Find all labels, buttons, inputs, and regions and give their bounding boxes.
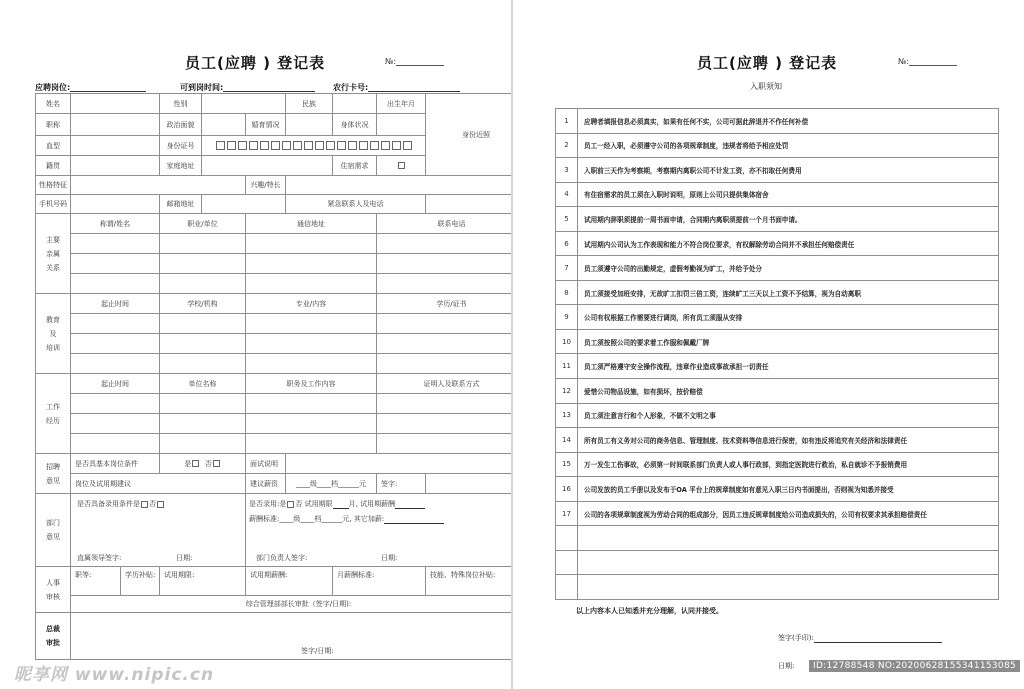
rule-text: 公司的各项规章制度视为劳动合同的组成部分，因员工违反规章制度给公司造成损失的，公司有权要求其承担赔偿责任 [578,501,999,526]
work-col-reference: 证明人及联系方式 [377,374,512,394]
rule-text: 应聘者填报信息必须真实，如果有任何不实，公司可据此辞退并不作任何补偿 [578,109,999,134]
dept-left-cell [71,494,246,567]
rule-number: 14 [556,428,578,453]
marital-label: 婚育情况 [246,114,286,136]
native-label: 籍贯 [36,156,71,176]
rule-text: 试用期内公司认为工作表现和能力不符合岗位要求，有权解除劳动合同并不承担任何赔偿责任 [578,231,999,256]
education-cell[interactable] [160,314,246,334]
email-value[interactable] [202,195,286,214]
work-row [36,434,512,454]
form-number-blank[interactable] [396,57,444,66]
rule-row [556,550,999,575]
rule-text: 员工须严格遵守安全操作流程，违章作业造成事故承担一切责任 [578,354,999,379]
education-cell[interactable] [377,354,512,374]
education-cell[interactable] [377,334,512,354]
ceo-sign-field[interactable]: 签字/日期: [71,613,512,660]
rule-row [556,109,999,134]
rule-number: 15 [556,452,578,477]
family-col-address: 通信地址 [246,214,377,234]
rule-number: 12 [556,379,578,404]
rule-text [578,575,999,600]
image-id-strip: ID:12788548 NO:20200628155341153085 [809,660,1020,672]
work-cell[interactable] [377,394,512,414]
trial-pay-label: 试用期薪酬 [360,500,396,508]
form-number-label: №: [385,57,397,66]
id-number-cells[interactable] [202,136,426,156]
rule-row [556,403,999,428]
hr-trial-pay[interactable]: 试用期薪酬: [246,567,333,596]
political-value[interactable] [202,114,246,136]
rule-number: 3 [556,158,578,183]
id-digit-box[interactable] [326,141,335,150]
applied-position-field[interactable] [35,82,70,93]
education-cell[interactable] [71,314,160,334]
family-cell[interactable] [246,274,377,294]
hr-trial-period[interactable]: 试用期限: [160,567,246,596]
signature-blank[interactable] [814,634,942,643]
work-col-duty: 职务及工作内容 [246,374,377,394]
rule-row [556,329,999,354]
family-cell[interactable] [377,274,512,294]
rule-text: 公司有权根据工作需要进行调岗，所有员工须服从安排 [578,305,999,330]
education-cell[interactable] [246,314,377,334]
rule-row [556,575,999,600]
arrival-time-blank[interactable] [223,82,315,92]
rule-row [556,305,999,330]
native-value[interactable] [71,156,160,176]
rule-number: 8 [556,280,578,305]
rule-row [556,452,999,477]
address-value[interactable] [202,156,333,176]
education-col-degree: 学历/证书 [377,294,512,314]
work-cell[interactable] [71,394,160,414]
education-cell[interactable] [160,334,246,354]
rule-row [556,280,999,305]
hire-decision-label: 是否录用:是 [249,500,287,508]
notice-number-label: №: [898,57,910,66]
family-section-label: 主要 亲属 关系 [36,214,71,294]
education-row [36,354,512,374]
health-value[interactable] [377,114,426,136]
education-row [36,314,512,334]
id-digit-box[interactable] [293,141,302,150]
id-digit-box[interactable] [227,141,236,150]
rule-number [556,550,578,575]
family-cell[interactable] [71,234,160,254]
applied-position-label: 应聘岗位: [35,83,71,92]
rule-text [578,550,999,575]
family-row [36,274,512,294]
dept-right-content [246,494,511,566]
name-value[interactable] [71,94,160,114]
phone-label: 手机号码 [36,195,71,214]
notice-number-blank[interactable] [909,57,957,66]
rule-row [556,526,999,551]
emergency-label: 紧急联系人及电话 [286,195,426,214]
recruit-no-checkbox[interactable] [213,460,220,467]
rule-number: 9 [556,305,578,330]
education-col-period: 起止时间 [71,294,160,314]
family-cell[interactable] [160,234,246,254]
hire-decision [249,499,425,509]
rules-table [555,108,999,600]
title-value[interactable] [71,114,160,136]
education-cell[interactable] [377,314,512,334]
leader-date-label: 日期: [176,554,193,562]
rule-text: 所有员工有义务对公司的商务信息、管理制度、技术资料等信息进行保密，如有违反将追究有关经济和法律责任 [578,428,999,453]
dept-head-sign-label: 部门负责人签字: [256,554,308,562]
education-cell[interactable] [246,334,377,354]
onboarding-notice-page [513,0,1024,689]
interview-label: 面试说明 [246,454,286,474]
hr-skill-allowance[interactable]: 技能、特殊岗位补贴: [426,567,512,596]
hire-condition [77,499,165,509]
personality-label: 性格特征 [36,176,71,195]
education-col-major: 专业/内容 [246,294,377,314]
rule-number [556,526,578,551]
dorm-label: 住宿需求 [333,156,377,176]
recruit-section-label: 招聘 意见 [36,454,71,494]
bank-card-label: 农行卡号: [333,83,369,92]
gender-value[interactable] [202,94,286,114]
work-section-label: 工作 经历 [36,374,71,454]
rule-text: 员工须按照公司的要求着工作服和佩戴厂牌 [578,329,999,354]
bank-card-blank[interactable] [368,82,460,92]
health-label: 身体状况 [333,114,377,136]
marital-value[interactable] [286,114,333,136]
notice-subtitle: 入职须知 [750,82,782,91]
id-digit-box[interactable] [337,141,346,150]
ethnicity-value[interactable] [333,94,377,114]
other-raise-blank[interactable] [384,516,444,524]
work-cell[interactable] [160,394,246,414]
id-digit-box[interactable] [315,141,324,150]
id-digit-box[interactable] [282,141,291,150]
rule-number: 7 [556,256,578,281]
applied-position-blank[interactable] [70,82,146,92]
date-field[interactable] [778,661,794,671]
work-cell[interactable] [246,434,377,454]
hire-condition-no-box[interactable] [157,501,164,508]
rule-text: 有住宿需求的员工须在入职时说明，原则上公司只提供集体宿舍 [578,182,999,207]
rule-row [556,477,999,502]
id-digit-box[interactable] [370,141,379,150]
education-cell[interactable] [160,354,246,374]
trial-pay-blank[interactable] [395,501,425,509]
rule-text [578,526,999,551]
pay-standard-fill[interactable]: ____级____档______元, [279,515,352,523]
recruit-sign-label: 签字: [377,474,426,494]
arrival-time-field[interactable] [180,82,223,93]
registration-form-page [0,0,511,689]
family-cell[interactable] [246,234,377,254]
notice-form-number [898,57,957,66]
salary-suggest-label: 建议薪资 [246,474,286,494]
other-raise-label: 其它加薪: [353,515,385,523]
rule-text: 万一发生工伤事故，必须第一时间联系部门负责人或人事行政部，到指定医院进行救治，私自就诊不予报销费用 [578,452,999,477]
id-digit-box[interactable] [359,141,368,150]
education-header-row [36,294,512,314]
address-label: 家庭地址 [160,156,202,176]
id-digit-box[interactable] [238,141,247,150]
date-label: 日期: [778,662,795,670]
id-digit-box[interactable] [216,141,225,150]
work-cell[interactable] [160,414,246,434]
rule-number: 17 [556,501,578,526]
trial-suggest-label: 岗位及试用期建议 [71,474,246,494]
family-col-phone: 联系电话 [377,214,512,234]
rule-number: 5 [556,207,578,232]
hr-grade[interactable]: 职等: [71,567,121,596]
rule-row [556,354,999,379]
form-title: 员工(应聘 ) 登记表 [185,54,326,72]
rule-text: 员工须注意言行和个人形象，不做不文明之事 [578,403,999,428]
hobby-label: 兴趣/特长 [246,176,286,195]
rule-number: 11 [556,354,578,379]
id-digit-box[interactable] [304,141,313,150]
recruit-basic-answer[interactable] [160,454,246,474]
hire-condition-label: 是否具备录用条件是 [77,500,140,508]
id-digit-box[interactable] [403,141,412,150]
dept-row [36,494,512,567]
recruit-no-label: 否 [204,459,212,468]
work-col-period: 起止时间 [71,374,160,394]
rule-row [556,158,999,183]
interview-value[interactable] [286,454,512,474]
hr-edu-allowance[interactable]: 学历补贴: [121,567,160,596]
work-cell[interactable] [377,414,512,434]
family-cell[interactable] [160,274,246,294]
dept-head-date-label: 日期: [381,554,398,562]
family-cell[interactable] [377,254,512,274]
work-cell[interactable] [71,414,160,434]
recruit-basic-question: 是否具基本岗位条件 [71,454,160,474]
pay-standard [249,514,444,524]
rule-number: 4 [556,182,578,207]
blood-label: 血型 [36,136,71,156]
work-cell[interactable] [71,434,160,454]
rule-row [556,256,999,281]
rule-number: 13 [556,403,578,428]
education-cell[interactable] [246,354,377,374]
rule-number [556,575,578,600]
rule-row [556,182,999,207]
family-cell[interactable] [160,254,246,274]
pay-standard-label: 薪酬标准: [249,515,280,523]
dept-right-cell [246,494,512,567]
dorm-checkbox-cell[interactable] [377,156,426,176]
basic-row-1 [36,94,512,114]
family-cell[interactable] [377,234,512,254]
hr-review-sign[interactable]: 综合管理部部长审批（签字/日期): [71,596,512,613]
acknowledgement-text: 以上内容本人已知悉并充分理解，认同并接受。 [576,607,723,615]
rule-number: 6 [556,231,578,256]
education-row [36,334,512,354]
family-row [36,234,512,254]
rule-number: 10 [556,329,578,354]
notice-page-title: 员工(应聘 ) 登记表 [697,54,838,72]
dorm-checkbox[interactable] [398,162,405,169]
rule-number: 1 [556,109,578,134]
registration-table [35,93,511,660]
family-cell[interactable] [71,274,160,294]
rule-text: 公司发放的员工手册以及发布于OA 平台上的规章制度如有意见入职三日内书面提出，否则视为知悉并接受 [578,477,999,502]
trial-month-unit: 月, [348,500,358,508]
education-section-label: 教育 及 培训 [36,294,71,374]
dept-left-content [71,494,245,566]
rule-text: 试用期内辞职须提前一周书面申请，合同期内离职须提前一个月书面申请。 [578,207,999,232]
education-cell[interactable] [71,354,160,374]
hr-monthly-pay[interactable]: 月薪酬标准: [333,567,426,596]
hire-trial-label: 否 试用期限 [295,500,333,508]
dept-section-label: 部门 意见 [36,494,71,567]
recruit-sign-value[interactable] [426,474,512,494]
id-digit-box[interactable] [249,141,258,150]
basic-row-6 [36,195,512,214]
hire-condition-yes-box[interactable] [141,501,148,508]
leader-sign-label: 直属领导签字: [77,554,122,562]
signature-label: 签字(手印): [778,634,814,642]
recruit-row-2 [36,474,512,494]
id-digit-box[interactable] [271,141,280,150]
watermark-text: 昵享网 www.nipic.cn [14,665,215,685]
recruit-yes-label: 是 [184,459,192,468]
family-col-job: 职业/单位 [160,214,246,234]
work-cell[interactable] [246,414,377,434]
ceo-row [36,613,512,660]
trial-months-blank[interactable] [333,501,349,509]
ceo-section-label: 总裁 审批 [36,613,71,660]
work-row [36,394,512,414]
phone-value[interactable] [71,195,160,214]
rule-row [556,207,999,232]
form-number [385,57,444,66]
id-digit-boxes [204,141,423,150]
ethnicity-label: 民族 [286,94,333,114]
work-row [36,414,512,434]
rule-row [556,379,999,404]
rule-text: 员工须遵守公司的出勤规定，虚假考勤视为旷工，并给予处分 [578,256,999,281]
rule-text: 员工须接受加班安排，无故旷工扣罚三倍工资，连续旷工三天以上工资不予结算，视为自动离职 [578,280,999,305]
hire-condition-no-label: 否 [149,500,156,508]
bank-card-field[interactable] [333,82,368,93]
gender-label: 性别 [160,94,202,114]
family-header-row [36,214,512,234]
email-label: 邮箱地址 [160,195,202,214]
work-col-company: 单位名称 [160,374,246,394]
family-cell[interactable] [71,254,160,274]
id-digit-box[interactable] [260,141,269,150]
id-digit-box[interactable] [392,141,401,150]
hr-row-2 [36,596,512,613]
rule-text: 入职前三天作为考察期，考察期内离职公司不计发工资，亦不扣取任何费用 [578,158,999,183]
hr-row-1 [36,567,512,596]
work-cell[interactable] [160,434,246,454]
rule-row [556,133,999,158]
title-label: 职称 [36,114,71,136]
political-label: 政治面貌 [160,114,202,136]
signature-field[interactable] [778,633,942,643]
rule-number: 16 [556,477,578,502]
birth-label: 出生年月 [377,94,426,114]
rule-text: 爱惜公司物品设施，如有损坏，按价赔偿 [578,379,999,404]
emergency-value[interactable] [426,195,512,214]
id-digit-box[interactable] [348,141,357,150]
rule-row [556,231,999,256]
family-row [36,254,512,274]
family-col-name: 称谓/姓名 [71,214,160,234]
arrival-time-label: 可到岗时间: [180,83,224,92]
hire-yes-box[interactable] [287,501,294,508]
education-col-school: 学校/机构 [160,294,246,314]
recruit-row-1 [36,454,512,474]
basic-row-5 [36,176,512,195]
photo-area[interactable]: 身份近照 [426,94,512,176]
work-cell[interactable] [246,394,377,414]
blood-value[interactable] [71,136,160,156]
family-cell[interactable] [246,254,377,274]
salary-suggest-fill[interactable]: ____级____档______元 [286,474,377,494]
personality-value[interactable] [71,176,246,195]
recruit-yes-checkbox[interactable] [192,460,199,467]
rule-row [556,501,999,526]
hobby-value[interactable] [286,176,512,195]
education-cell[interactable] [71,334,160,354]
rule-row [556,428,999,453]
name-label: 姓名 [36,94,71,114]
hr-section-label: 人事 审核 [36,567,71,613]
id-number-label: 身份证号 [160,136,202,156]
id-digit-box[interactable] [381,141,390,150]
rule-text: 员工一经入职，必须遵守公司的各项规章制度，违规者将给予相应处罚 [578,133,999,158]
rule-number: 2 [556,133,578,158]
work-cell[interactable] [377,434,512,454]
work-header-row [36,374,512,394]
